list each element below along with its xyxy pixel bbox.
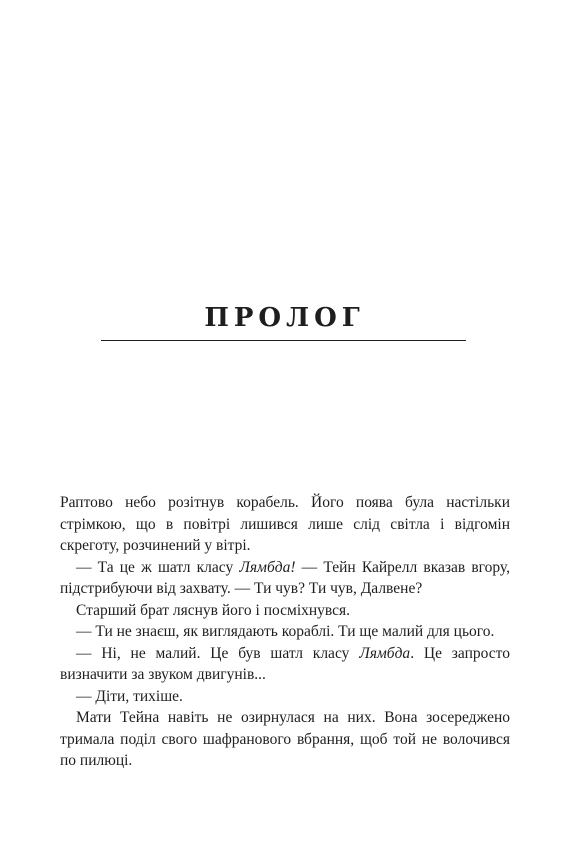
title-divider bbox=[101, 340, 466, 341]
paragraph-4 bbox=[60, 621, 510, 643]
paragraph-1 bbox=[60, 492, 510, 557]
paragraph-text: Мати Тейна навіть не озирнулася на них. Вона зосереджено тримала поділ свого шафранового вбрання, щоб той не волочився по пилюці. bbox=[60, 709, 510, 769]
paragraph-text: Старший брат ляснув його і посміхнувся. bbox=[76, 601, 351, 619]
italic-ship-name: Лямбда! bbox=[239, 558, 296, 576]
paragraph-text: — Ти не знаєш, як виглядають кораблі. Ти ще малий для цього. bbox=[76, 623, 495, 640]
paragraph-text: . Це запросто визначити за звуком двигунів... bbox=[60, 644, 510, 683]
italic-ship-name: Лямбда bbox=[359, 644, 411, 662]
paragraph-7 bbox=[60, 707, 510, 772]
paragraph-5 bbox=[60, 643, 510, 686]
paragraph-text: — Тейн Кайрелл вказав вгору, підстрибуючи від захвату. — Ти чув? Ти чув, Далвене? bbox=[60, 558, 510, 597]
paragraph-text: — Ні, не малий. Це був шатл класу bbox=[76, 644, 360, 662]
paragraph-3 bbox=[60, 600, 510, 622]
paragraph-6 bbox=[60, 686, 510, 708]
paragraph-text: — Діти, тихіше. bbox=[76, 687, 183, 705]
paragraph-text: Раптово небо розітнув корабель. Його поява була настільки стрімкою, що в повітрі лишився лише слід світла і відгомін скреготу, розчинений у вітрі. bbox=[60, 494, 510, 554]
paragraph-2 bbox=[60, 557, 510, 600]
chapter-title: ПРОЛОГ bbox=[204, 303, 365, 334]
body-text bbox=[60, 492, 510, 772]
paragraph-text: — Та це ж шатл класу bbox=[76, 558, 240, 576]
